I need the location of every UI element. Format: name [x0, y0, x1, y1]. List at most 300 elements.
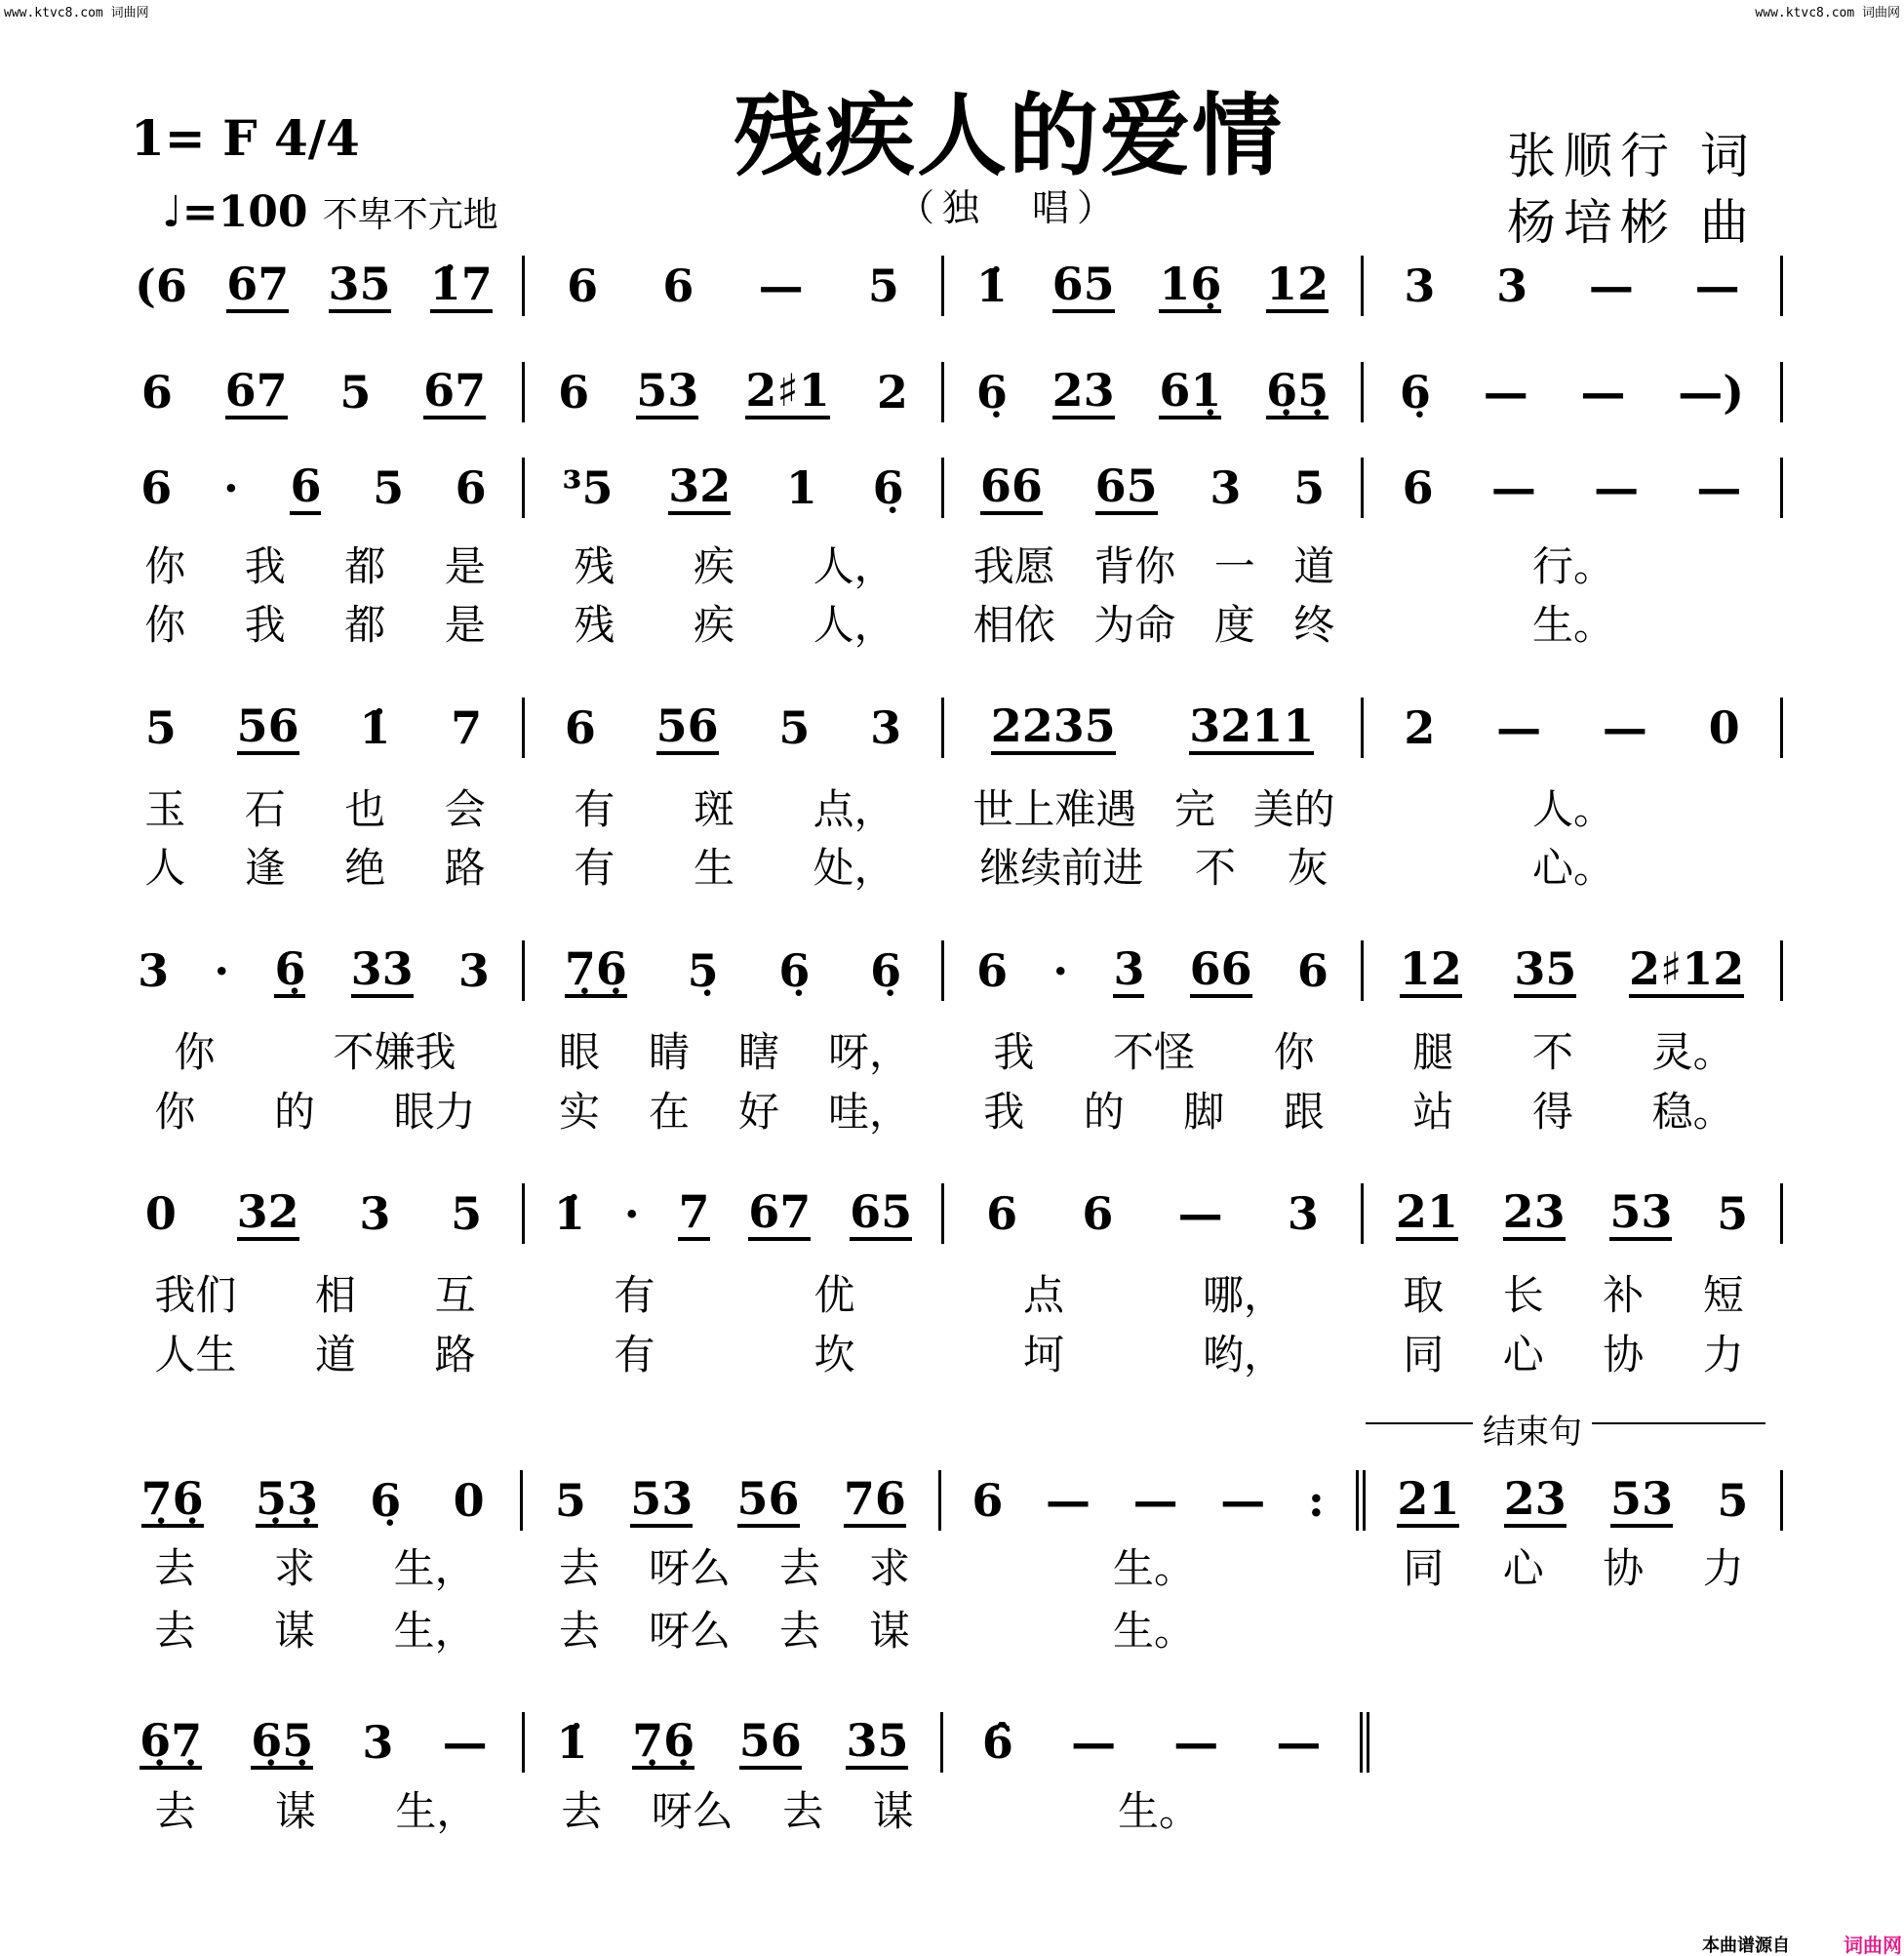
lyric-word: 是 — [444, 542, 486, 590]
note: — — [1483, 366, 1528, 419]
lyric-word: 好 — [737, 1088, 779, 1136]
note: — — [1602, 701, 1647, 754]
measure — [105, 698, 525, 758]
note: 3 — [362, 1716, 394, 1769]
lyric-word: 站 — [1412, 1088, 1454, 1136]
lyric-word: 的 — [273, 1088, 315, 1136]
lyric-measure — [1364, 535, 1783, 593]
lyric-measure — [105, 1080, 525, 1138]
note: 32 — [668, 460, 731, 515]
lyric-word: 同 — [1403, 1544, 1445, 1592]
note: · — [222, 461, 239, 514]
lyric-word: 我 — [993, 1028, 1035, 1076]
lyric-word: 你 — [144, 542, 186, 590]
lyric-word: 去 — [558, 1607, 600, 1655]
note: 5 — [339, 366, 372, 419]
measure — [944, 940, 1364, 1001]
note: 1̇7 — [430, 259, 493, 313]
lyric-measure — [1364, 1020, 1783, 1079]
lyric-measure — [944, 1537, 1364, 1595]
note: — — [1220, 1474, 1266, 1527]
lyric-word: 美的 — [1252, 785, 1335, 833]
lyric-word: 都 — [344, 542, 386, 590]
note: 6 — [662, 259, 694, 312]
subtitle: （独 唱） — [897, 186, 1123, 229]
song-title: 残疾人的爱情 — [733, 83, 1284, 188]
lyric-word: 为命 — [1093, 601, 1176, 649]
measure — [525, 940, 944, 1001]
lyric-word: 取 — [1403, 1271, 1445, 1319]
lyric-word: 坷 — [1022, 1331, 1064, 1378]
lyric-measure — [944, 1020, 1364, 1079]
lyric-word: 一 — [1213, 542, 1255, 590]
lyric-word: 生， — [393, 1544, 476, 1592]
note: 6 — [986, 1187, 1018, 1240]
note: 67 — [226, 259, 289, 313]
measure — [105, 1183, 525, 1244]
note: 3 — [359, 1187, 391, 1240]
lyric-word: 度 — [1213, 601, 1255, 649]
note: 3211 — [1189, 700, 1314, 755]
lyric-word: 疾 — [693, 542, 734, 590]
note: 7̣6̣ — [632, 1715, 694, 1770]
lyric-word: 短 — [1702, 1271, 1744, 1319]
note: 6̣ — [370, 1474, 402, 1527]
note: 6̣5̣ — [251, 1715, 313, 1770]
lyric-word: 补 — [1603, 1271, 1645, 1319]
lyric-word: 我 — [244, 542, 286, 590]
lyric-word: 心 — [1502, 1544, 1544, 1592]
note: 3 — [1210, 461, 1242, 514]
lyric-word: 人生 — [154, 1331, 237, 1378]
lyric-line — [105, 1779, 1369, 1838]
lyric-word: 力 — [1702, 1544, 1744, 1592]
note: 6 — [972, 1474, 1004, 1527]
lyric-measure — [1364, 1599, 1783, 1657]
note: —) — [1678, 366, 1745, 419]
note: 3 — [1113, 943, 1144, 998]
lyric-word: 点， — [813, 785, 895, 833]
lyric-word: 人。 — [1531, 785, 1614, 833]
ending-label: 结束句 — [1473, 1405, 1592, 1453]
note: 3 — [138, 944, 170, 997]
lyric-word: 去 — [154, 1544, 196, 1592]
note: 67 — [423, 365, 486, 419]
lyric-word: 灵。 — [1651, 1028, 1734, 1076]
lyric-word: 你 — [144, 601, 186, 649]
footer-source: 本曲谱源自 — [1702, 1936, 1790, 1956]
note: 5 — [144, 701, 177, 754]
composer: 杨培彬 曲 — [1507, 194, 1757, 251]
measure — [944, 458, 1364, 518]
lyric-measure — [105, 1599, 525, 1657]
lyric-word: 谋 — [868, 1607, 910, 1655]
lyric-word: 逢 — [244, 844, 286, 892]
measure — [105, 1712, 525, 1773]
lyric-word: 玉 — [144, 785, 186, 833]
note: 6 — [976, 944, 1009, 997]
lyric-measure — [1364, 593, 1783, 652]
lyricist: 张顺行 词 — [1507, 128, 1757, 184]
lyric-measure — [944, 778, 1364, 836]
lyric-word: 脚 — [1183, 1088, 1225, 1136]
note: 0 — [144, 1187, 177, 1240]
measure — [944, 256, 1364, 316]
lyric-line — [105, 1599, 1783, 1657]
measure — [105, 256, 525, 316]
lyric-word: 的 — [1083, 1088, 1125, 1136]
lyric-word: 人， — [813, 601, 895, 649]
measure — [523, 1470, 940, 1531]
lyric-word: 不嫌我 — [333, 1028, 456, 1076]
score-row — [105, 1713, 1369, 1772]
lyric-measure — [105, 1537, 525, 1595]
lyric-measure — [944, 836, 1364, 895]
measure — [1364, 698, 1783, 758]
note: — — [1045, 1474, 1091, 1527]
note: 6̣5̣ — [1266, 365, 1329, 419]
lyric-word: 去 — [561, 1787, 603, 1835]
note: 3 — [1404, 259, 1436, 312]
note: 56 — [739, 1715, 802, 1770]
measure — [525, 362, 944, 422]
lyric-measure — [944, 1599, 1364, 1657]
lyric-word: 生 — [693, 844, 734, 892]
lyric-word: 在 — [648, 1088, 690, 1136]
lyric-word: 呀么 — [651, 1787, 734, 1835]
lyric-line — [105, 1020, 1783, 1079]
lyric-measure — [948, 1779, 1369, 1838]
lyric-word: 心。 — [1531, 844, 1614, 892]
lyric-word: 背你 — [1093, 542, 1176, 590]
note: 66 — [1190, 943, 1252, 998]
note: 6̣ — [274, 943, 305, 998]
lyric-word: 生。 — [1112, 1607, 1195, 1655]
note: 53 — [630, 1473, 693, 1528]
lyric-word: 疾 — [693, 601, 734, 649]
note: · — [1052, 944, 1069, 997]
measure — [1364, 1183, 1783, 1244]
note: — — [1496, 701, 1542, 754]
lyric-word: 道 — [1293, 542, 1335, 590]
lyric-line — [105, 535, 1783, 593]
lyric-word: 去 — [154, 1787, 196, 1835]
lyric-measure — [525, 535, 944, 593]
lyric-word: 求 — [273, 1544, 315, 1592]
measure — [1366, 1470, 1783, 1531]
note: 6 — [140, 366, 173, 419]
measure — [525, 458, 944, 518]
lyric-word: 互 — [434, 1271, 476, 1319]
lyric-measure — [1364, 778, 1783, 836]
score-row — [105, 941, 1783, 1000]
lyric-word: 你 — [1273, 1028, 1315, 1076]
measure — [105, 1470, 523, 1531]
lyric-word: 生， — [393, 1607, 476, 1655]
lyric-word: 也 — [344, 785, 386, 833]
lyric-measure — [1364, 836, 1783, 895]
note: 5 — [451, 1187, 483, 1240]
lyric-word: 灰 — [1287, 844, 1329, 892]
note: 2♯1 — [745, 365, 829, 419]
note: 35 — [1514, 943, 1576, 998]
note: — — [758, 259, 804, 312]
lyric-measure — [105, 535, 525, 593]
note: 3 — [870, 701, 902, 754]
lyric-measure — [105, 1779, 527, 1838]
note: — — [442, 1716, 488, 1769]
lyric-word: 我 — [244, 601, 286, 649]
note: 23 — [1504, 1473, 1567, 1528]
lyric-word: 行。 — [1531, 542, 1614, 590]
note: 56 — [237, 700, 299, 755]
measure — [1364, 362, 1783, 422]
lyric-word: 会 — [444, 785, 486, 833]
lyric-word: 哟， — [1202, 1331, 1285, 1378]
lyric-word: 都 — [344, 601, 386, 649]
measure — [525, 1183, 944, 1244]
lyric-word: 坎 — [813, 1331, 855, 1378]
lyric-word: 你 — [174, 1028, 216, 1076]
note: — — [1071, 1716, 1117, 1769]
lyric-word: 完 — [1173, 785, 1215, 833]
lyric-word: 生。 — [1117, 1787, 1200, 1835]
lyric-word: 路 — [434, 1331, 476, 1378]
note: 6 — [290, 460, 321, 515]
measure — [105, 362, 525, 422]
note: 12 — [1400, 943, 1462, 998]
lyric-measure — [525, 778, 944, 836]
note: 2 — [1404, 701, 1436, 754]
score-row — [105, 1471, 1783, 1530]
lyric-word: 处， — [813, 844, 895, 892]
lyric-word: 呀么 — [648, 1544, 731, 1592]
lyric-word: 残 — [574, 542, 615, 590]
lyric-measure — [525, 1020, 944, 1079]
lyric-word: 睛 — [648, 1028, 690, 1076]
lyric-word: 同 — [1403, 1331, 1445, 1378]
note: 5 — [1717, 1187, 1749, 1240]
note: 7 — [678, 1186, 709, 1241]
lyric-word: 稳。 — [1651, 1088, 1734, 1136]
note: 5 — [778, 701, 811, 754]
note: 5 — [1293, 461, 1326, 514]
lyric-measure — [525, 836, 944, 895]
note: 65 — [1095, 460, 1158, 515]
lyric-measure — [525, 1263, 944, 1322]
lyric-word: 去 — [558, 1544, 600, 1592]
score-row — [105, 1184, 1783, 1243]
lyric-word: 去 — [778, 1544, 820, 1592]
lyric-measure — [1364, 1263, 1783, 1322]
note: 67 — [748, 1186, 811, 1241]
note: 2♯12 — [1629, 943, 1744, 998]
lyric-measure — [105, 836, 525, 895]
score-row — [105, 459, 1783, 517]
note: 21 — [1397, 1473, 1459, 1528]
lyric-measure — [944, 1323, 1364, 1381]
lyric-word: 斑 — [693, 785, 734, 833]
lyric-word: 眼力 — [393, 1088, 476, 1136]
lyric-word: 不怪 — [1112, 1028, 1195, 1076]
note: 56 — [737, 1473, 800, 1528]
lyric-word: 人， — [813, 542, 895, 590]
lyric-word: 谋 — [872, 1787, 914, 1835]
note: 5̣3̣ — [256, 1473, 318, 1528]
lyric-word: 世上难遇 — [972, 785, 1137, 833]
lyric-word: 不 — [1194, 844, 1236, 892]
note: 2235 — [991, 700, 1116, 755]
lyric-measure — [944, 535, 1364, 593]
lyric-word: 相 — [314, 1271, 356, 1319]
note: 33 — [351, 943, 414, 998]
lyric-measure — [944, 593, 1364, 652]
key-signature: 1= F 4/4 — [131, 109, 360, 167]
score-row — [105, 699, 1783, 757]
note: 3 — [457, 944, 490, 997]
lyric-word: 继续前进 — [979, 844, 1144, 892]
note: 5 — [373, 461, 405, 514]
note: 5 — [554, 1474, 586, 1527]
lyric-word: 心 — [1502, 1331, 1544, 1378]
lyric-word: 有 — [574, 844, 615, 892]
lyric-word: 哇， — [827, 1088, 910, 1136]
lyric-word: 协 — [1603, 1544, 1645, 1592]
lyric-line — [105, 1323, 1783, 1381]
note: ³5 — [562, 461, 614, 514]
lyric-word: 我愿 — [972, 542, 1055, 590]
note: 6 — [1296, 944, 1329, 997]
note: 65 — [1052, 259, 1115, 313]
lyric-word: 你 — [154, 1088, 196, 1136]
measure — [941, 1470, 1366, 1531]
note: — — [1177, 1187, 1223, 1240]
lyric-word: 生， — [395, 1787, 478, 1835]
note: 6 — [455, 461, 487, 514]
lyric-measure — [525, 1323, 944, 1381]
lyric-word: 实 — [558, 1088, 600, 1136]
note: 6̣ — [1399, 366, 1431, 419]
expression: 不卑不亢地 — [322, 195, 498, 235]
measure — [105, 458, 525, 518]
note: 5 — [1717, 1474, 1749, 1527]
note: 23 — [1052, 365, 1115, 419]
measure — [943, 1712, 1369, 1773]
note: — — [1490, 461, 1536, 514]
note: 1̇ — [556, 1716, 588, 1769]
note: 6 — [567, 259, 599, 312]
note: — — [1696, 461, 1742, 514]
lyric-line — [105, 778, 1783, 836]
note: 35 — [846, 1715, 908, 1770]
note: 5 — [867, 259, 899, 312]
note: 23 — [1503, 1186, 1566, 1241]
lyric-word: 生。 — [1531, 601, 1614, 649]
measure — [944, 1183, 1364, 1244]
lyric-measure — [525, 1537, 944, 1595]
lyric-line — [105, 1263, 1783, 1322]
note: 3 — [1496, 259, 1528, 312]
note: 6 — [1082, 1187, 1114, 1240]
lyric-word: 相依 — [972, 601, 1055, 649]
lyric-word: 点 — [1022, 1271, 1064, 1319]
note: 6̣ — [975, 366, 1008, 419]
note: 6̣ — [778, 944, 811, 997]
note: 0 — [1708, 701, 1740, 754]
lyric-measure — [105, 778, 525, 836]
lyric-word: 我们 — [154, 1271, 237, 1319]
note: 1̇ — [359, 701, 391, 754]
lyric-line — [105, 593, 1783, 652]
measure — [525, 698, 944, 758]
lyric-word: 长 — [1502, 1271, 1544, 1319]
lyric-measure — [1364, 1323, 1783, 1381]
note: · — [214, 944, 230, 997]
note: — — [1580, 366, 1626, 419]
score-row — [105, 257, 1783, 315]
note: 6̣ — [870, 944, 902, 997]
lyric-word: 跟 — [1283, 1088, 1325, 1136]
note: 1̇ — [975, 259, 1008, 312]
note: 12 — [1266, 259, 1329, 313]
note: — — [1173, 1716, 1219, 1769]
lyric-measure — [105, 1263, 525, 1322]
lyric-word: 去 — [782, 1787, 824, 1835]
lyric-word: 终 — [1293, 601, 1335, 649]
lyric-word: 谋 — [274, 1787, 316, 1835]
lyric-word: 我 — [983, 1088, 1025, 1136]
note: 6 — [1402, 461, 1434, 514]
note: 6̂ — [981, 1716, 1013, 1769]
measure — [105, 940, 525, 1001]
lyric-measure — [944, 1080, 1364, 1138]
note: 76 — [844, 1473, 906, 1528]
lyric-word: 有 — [614, 1271, 655, 1319]
lyric-word: 力 — [1702, 1331, 1744, 1378]
lyric-word: 石 — [244, 785, 286, 833]
note: 65 — [850, 1186, 912, 1241]
lyric-word: 人 — [144, 844, 186, 892]
lyric-word: 呀么 — [648, 1607, 731, 1655]
note: 7̣6̣ — [141, 1473, 204, 1528]
lyric-word: 得 — [1531, 1088, 1573, 1136]
measure — [525, 1712, 944, 1773]
note: 3 — [1287, 1187, 1319, 1240]
measure — [944, 362, 1364, 422]
tempo-value: ♩=100 — [162, 187, 308, 237]
note: · — [623, 1187, 640, 1240]
measure — [1364, 458, 1783, 518]
lyric-measure — [944, 1263, 1364, 1322]
note: 35 — [329, 259, 391, 313]
lyric-measure — [525, 1080, 944, 1138]
note: — — [1132, 1474, 1178, 1527]
lyric-word: 是 — [444, 601, 486, 649]
note: 53 — [1610, 1473, 1673, 1528]
lyric-word: 腿 — [1412, 1028, 1454, 1076]
note: (6 — [135, 259, 187, 312]
note: 53 — [636, 365, 698, 419]
lyric-word: 绝 — [344, 844, 386, 892]
score-row — [105, 363, 1783, 421]
note: 6 — [564, 701, 596, 754]
lyric-word: 呀， — [827, 1028, 910, 1076]
note: 7 — [451, 701, 483, 754]
watermark-right: www.ktvc8.com 词曲网 — [1755, 6, 1900, 20]
note: 66 — [980, 460, 1043, 515]
note: — — [1594, 461, 1640, 514]
watermark-left: www.ktvc8.com 词曲网 — [4, 6, 149, 20]
